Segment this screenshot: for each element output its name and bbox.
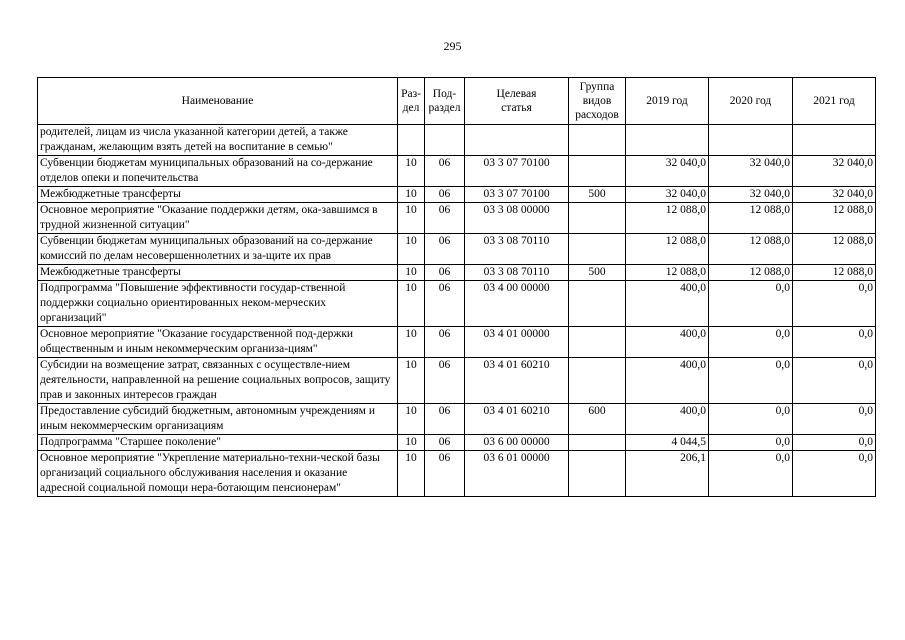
cell-podrazdel: 06 — [425, 435, 465, 451]
cell-gruppa: 500 — [569, 265, 626, 281]
table-row — [38, 358, 876, 404]
cell-2021 — [793, 125, 876, 156]
cell-2020: 0,0 — [709, 358, 793, 404]
cell-2021: 0,0 — [793, 451, 876, 497]
cell-statya: 03 3 07 70100 — [465, 156, 569, 187]
cell-gruppa — [569, 435, 626, 451]
table-row — [38, 203, 876, 234]
cell-2020: 0,0 — [709, 327, 793, 358]
cell-2020: 0,0 — [709, 404, 793, 435]
cell-razdel: 10 — [398, 327, 425, 358]
budget-table — [37, 77, 876, 497]
cell-2021: 32 040,0 — [793, 187, 876, 203]
cell-razdel: 10 — [398, 156, 425, 187]
page-number: 295 — [443, 39, 462, 53]
cell-gruppa: 500 — [569, 187, 626, 203]
cell-2019: 400,0 — [626, 281, 709, 327]
cell-gruppa — [569, 234, 626, 265]
cell-2021: 0,0 — [793, 435, 876, 451]
cell-2020: 12 088,0 — [709, 234, 793, 265]
cell-2021: 0,0 — [793, 327, 876, 358]
cell-name: Подпрограмма "Повышение эффективности государ-ственной поддержки социально ориентированных неком-мерческих организаций" — [38, 281, 398, 327]
cell-statya: 03 6 01 00000 — [465, 451, 569, 497]
cell-gruppa: 600 — [569, 404, 626, 435]
cell-2021: 32 040,0 — [793, 156, 876, 187]
cell-name: Предоставление субсидий бюджетным, автономным учреждениям и иным некоммерческим организациям — [38, 404, 398, 435]
cell-name: Основное мероприятие "Оказание поддержки детям, ока-завшимся в трудной жизненной ситуации" — [38, 203, 398, 234]
cell-podrazdel: 06 — [425, 451, 465, 497]
cell-2019: 12 088,0 — [626, 265, 709, 281]
cell-2020 — [709, 125, 793, 156]
cell-2021: 0,0 — [793, 404, 876, 435]
header-razdel: Раз- дел — [398, 78, 425, 125]
cell-gruppa — [569, 451, 626, 497]
cell-podrazdel: 06 — [425, 281, 465, 327]
cell-razdel: 10 — [398, 187, 425, 203]
cell-name: Межбюджетные трансферты — [38, 265, 398, 281]
cell-razdel: 10 — [398, 358, 425, 404]
header-2020: 2020 год — [709, 78, 793, 125]
table-row — [38, 156, 876, 187]
cell-name: Субвенции бюджетам муниципальных образований на со-держание комиссий по делам несовершеннолетних и за-щите их прав — [38, 234, 398, 265]
header-row — [38, 78, 876, 125]
cell-2020: 0,0 — [709, 451, 793, 497]
cell-gruppa — [569, 281, 626, 327]
cell-2020: 12 088,0 — [709, 203, 793, 234]
table-row — [38, 451, 876, 497]
cell-statya: 03 3 08 00000 — [465, 203, 569, 234]
table-row — [38, 234, 876, 265]
table-row — [38, 187, 876, 203]
table-header — [38, 78, 876, 125]
cell-statya: 03 3 07 70100 — [465, 187, 569, 203]
table-row — [38, 265, 876, 281]
cell-statya — [465, 125, 569, 156]
cell-podrazdel: 06 — [425, 187, 465, 203]
cell-razdel: 10 — [398, 265, 425, 281]
cell-name: Подпрограмма "Старшее поколение" — [38, 435, 398, 451]
cell-2019 — [626, 125, 709, 156]
cell-gruppa — [569, 327, 626, 358]
cell-2020: 32 040,0 — [709, 156, 793, 187]
cell-razdel: 10 — [398, 451, 425, 497]
cell-2021: 12 088,0 — [793, 234, 876, 265]
cell-gruppa — [569, 358, 626, 404]
cell-name: Основное мероприятие "Оказание государственной под-держки общественным и иным некоммерческим организа-циям" — [38, 327, 398, 358]
cell-razdel — [398, 125, 425, 156]
cell-podrazdel: 06 — [425, 358, 465, 404]
cell-2019: 32 040,0 — [626, 156, 709, 187]
cell-podrazdel — [425, 125, 465, 156]
table-row — [38, 125, 876, 156]
cell-2019: 206,1 — [626, 451, 709, 497]
cell-podrazdel: 06 — [425, 156, 465, 187]
cell-2021: 12 088,0 — [793, 203, 876, 234]
cell-statya: 03 4 01 60210 — [465, 404, 569, 435]
cell-podrazdel: 06 — [425, 234, 465, 265]
cell-podrazdel: 06 — [425, 203, 465, 234]
cell-name: Субвенции бюджетам муниципальных образований на со-держание отделов опеки и попечительства — [38, 156, 398, 187]
cell-2019: 4 044,5 — [626, 435, 709, 451]
cell-name: Межбюджетные трансферты — [38, 187, 398, 203]
header-2019: 2019 год — [626, 78, 709, 125]
cell-2019: 400,0 — [626, 327, 709, 358]
cell-gruppa — [569, 156, 626, 187]
cell-name: родителей, лицам из числа указанной категории детей, а также гражданам, желающим взять детей на воспитание в семью" — [38, 125, 398, 156]
header-name: Наименование — [38, 78, 398, 125]
cell-2019: 12 088,0 — [626, 203, 709, 234]
cell-statya: 03 3 08 70110 — [465, 265, 569, 281]
cell-2020: 32 040,0 — [709, 187, 793, 203]
cell-2019: 32 040,0 — [626, 187, 709, 203]
cell-podrazdel: 06 — [425, 404, 465, 435]
cell-statya: 03 4 01 60210 — [465, 358, 569, 404]
header-2021: 2021 год — [793, 78, 876, 125]
cell-podrazdel: 06 — [425, 265, 465, 281]
table-row — [38, 435, 876, 451]
cell-2019: 400,0 — [626, 358, 709, 404]
cell-2021: 12 088,0 — [793, 265, 876, 281]
cell-2020: 12 088,0 — [709, 265, 793, 281]
cell-2020: 0,0 — [709, 281, 793, 327]
table-row — [38, 281, 876, 327]
cell-statya: 03 6 00 00000 — [465, 435, 569, 451]
cell-razdel: 10 — [398, 404, 425, 435]
cell-2020: 0,0 — [709, 435, 793, 451]
cell-name: Основное мероприятие "Укрепление материально-техни-ческой базы организаций социального обслуживания населения и оказание адресной социальной помощи нера-ботающим пенсионерам" — [38, 451, 398, 497]
cell-gruppa — [569, 203, 626, 234]
cell-gruppa — [569, 125, 626, 156]
cell-podrazdel: 06 — [425, 327, 465, 358]
cell-2021: 0,0 — [793, 281, 876, 327]
cell-razdel: 10 — [398, 203, 425, 234]
cell-statya: 03 4 00 00000 — [465, 281, 569, 327]
cell-name: Субсидии на возмещение затрат, связанных с осуществле-нием деятельности, направленной на решение социальных вопросов, защиту прав и законных интересов граждан — [38, 358, 398, 404]
cell-2021: 0,0 — [793, 358, 876, 404]
cell-razdel: 10 — [398, 435, 425, 451]
cell-razdel: 10 — [398, 281, 425, 327]
cell-razdel: 10 — [398, 234, 425, 265]
cell-statya: 03 3 08 70110 — [465, 234, 569, 265]
header-podrazdel: Под- раздел — [425, 78, 465, 125]
header-gruppa: Группа видов расходов — [569, 78, 626, 125]
cell-statya: 03 4 01 00000 — [465, 327, 569, 358]
table-body — [38, 125, 876, 497]
cell-2019: 400,0 — [626, 404, 709, 435]
header-statya: Целевая статья — [465, 78, 569, 125]
table-row — [38, 327, 876, 358]
table-row — [38, 404, 876, 435]
cell-2019: 12 088,0 — [626, 234, 709, 265]
